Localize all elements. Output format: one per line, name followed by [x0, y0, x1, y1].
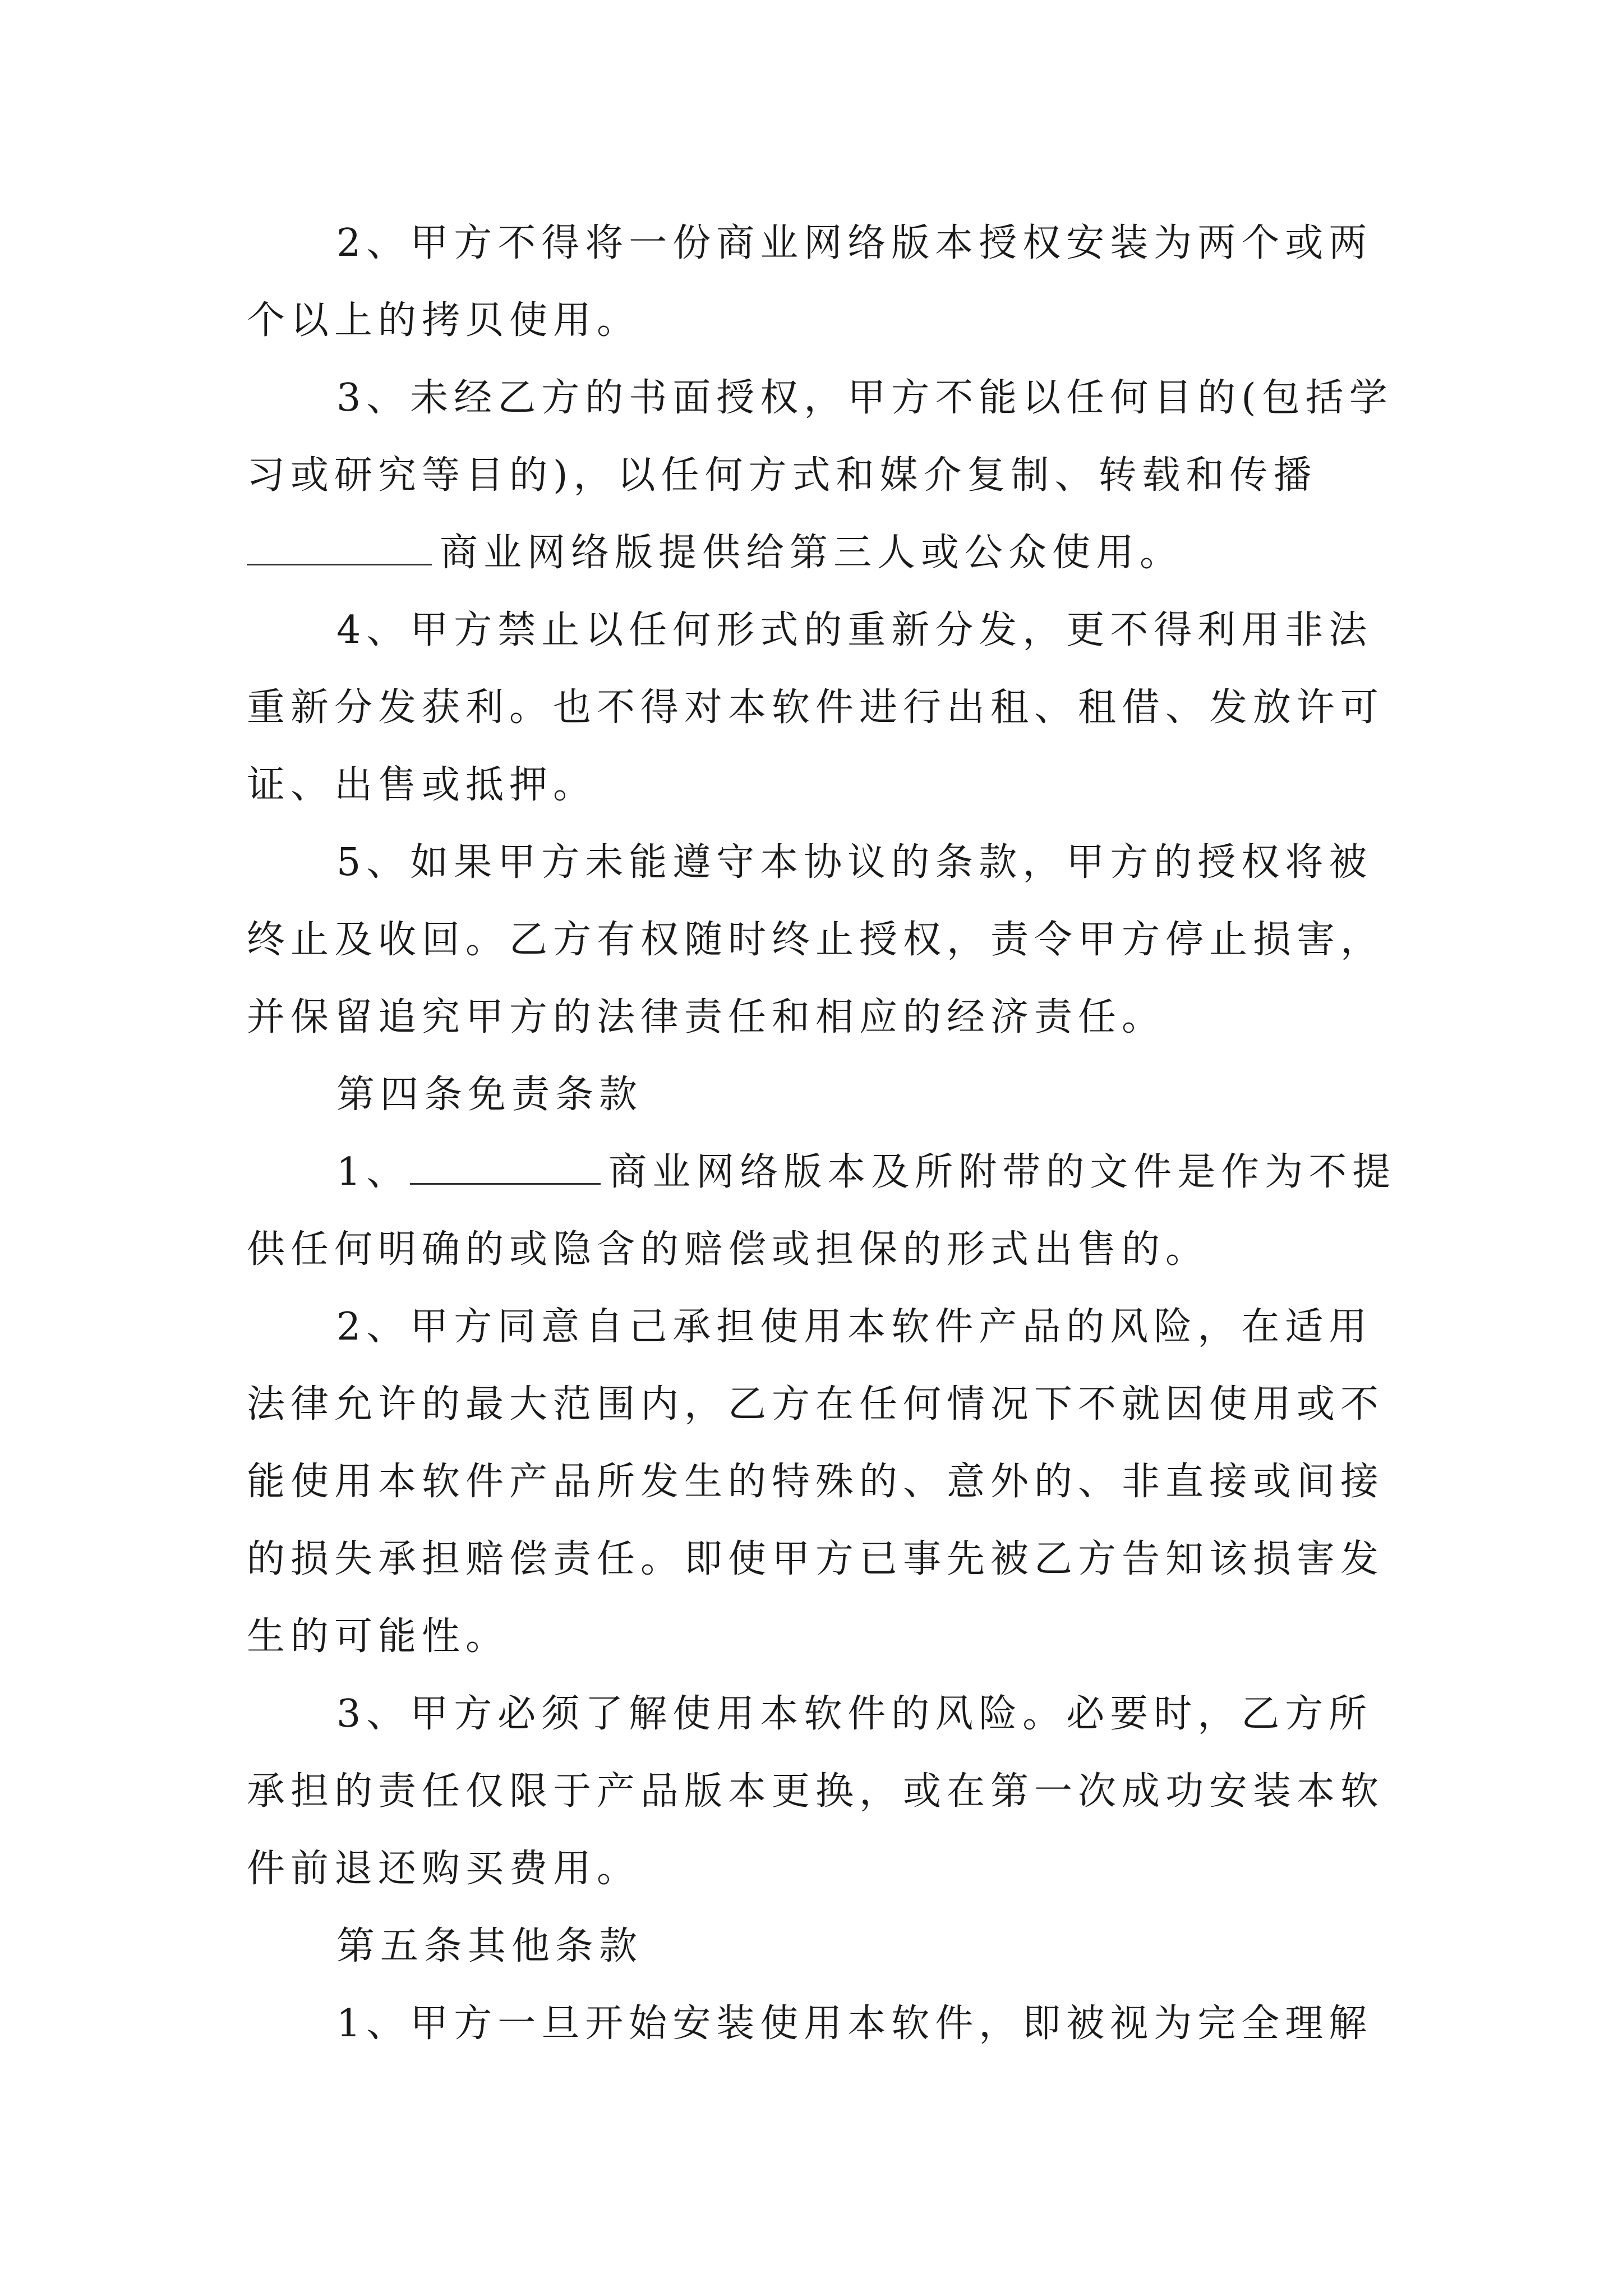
clause-3-line-3	[247, 525, 1183, 581]
clause-2-line-1: 2、甲方不得将一份商业网络版本授权安装为两个或两	[336, 221, 1373, 265]
article-4-item-2-line-4: 的损失承担赔偿责任。即使甲方已事先被乙方告知该损害发	[247, 1537, 1385, 1581]
clause-4-line-2: 重新分发获利。也不得对本软件进行出租、租借、发放许可	[247, 685, 1385, 730]
fill-in-blank	[410, 1148, 601, 1185]
article-4-item-1-line-2: 供任何明确的或隐含的赔偿或担保的形式出售的。	[247, 1227, 1210, 1272]
article-4-item-2-line-3: 能使用本软件产品所发生的特殊的、意外的、非直接或间接	[247, 1460, 1385, 1504]
clause-4-line-1: 4、甲方禁止以任何形式的重新分发，更不得利用非法	[336, 608, 1373, 652]
article-4-item-1-line-1-text: 商业网络版本及所附带的文件是作为不提	[608, 1150, 1396, 1194]
article-4-item-3-line-3: 件前退还购买费用。	[247, 1847, 641, 1891]
clause-5-line-3: 并保留追究甲方的法律责任和相应的经济责任。	[247, 995, 1166, 1039]
article-4-item-2-line-2: 法律允许的最大范围内，乙方在任何情况下不就因使用或不	[247, 1382, 1385, 1427]
clause-3-line-2: 习或研究等目的)，以任何方式和媒介复制、转载和传播	[247, 453, 1317, 498]
clause-3-line-3-text: 商业网络版提供给第三人或公众使用。	[440, 531, 1184, 575]
clause-3-line-1: 3、未经乙方的书面授权，甲方不能以任何目的(包括学	[336, 376, 1393, 420]
article-4-item-1-line-1	[336, 1144, 1396, 1200]
article-4-item-3-line-1: 3、甲方必须了解使用本软件的风险。必要时，乙方所	[336, 1692, 1373, 1736]
article-5-item-1-line-1: 1、甲方一旦开始安装使用本软件，即被视为完全理解	[336, 2001, 1373, 2046]
article-4-item-3-line-2: 承担的责任仅限于产品版本更换，或在第一次成功安装本软	[247, 1769, 1385, 1814]
article-5-heading: 第五条其他条款	[336, 1924, 643, 1968]
article-4-item-2-line-1: 2、甲方同意自己承担使用本软件产品的风险，在适用	[336, 1305, 1373, 1349]
article-4-item-2-line-5: 生的可能性。	[247, 1614, 510, 1659]
clause-4-line-3: 证、出售或抵押。	[247, 763, 597, 807]
clause-2-line-2: 个以上的拷贝使用。	[247, 298, 641, 343]
article-4-heading: 第四条免责条款	[336, 1073, 643, 1117]
fill-in-blank	[247, 529, 432, 565]
clause-5-line-1: 5、如果甲方未能遵守本协议的条款，甲方的授权将被	[336, 840, 1373, 885]
article-4-item-1-number: 1、	[336, 1150, 411, 1194]
clause-5-line-2: 终止及收回。乙方有权随时终止授权，责令甲方停止损害，	[247, 918, 1385, 962]
